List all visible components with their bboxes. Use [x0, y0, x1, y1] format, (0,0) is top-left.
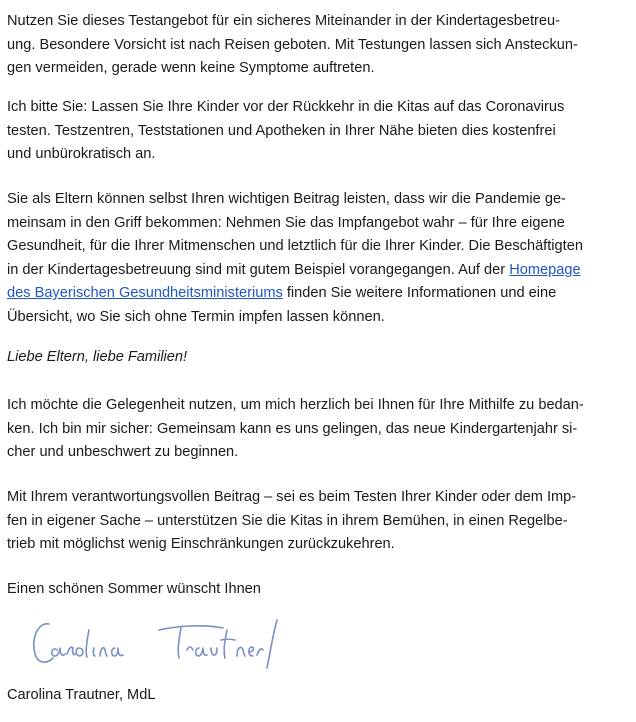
text-line: Übersicht, wo Sie sich ohne Termin impfen lassen können. — [7, 308, 385, 325]
text-line: trieb mit möglichst wenig Einschränkungen zurückzukehren. — [7, 536, 395, 553]
text-line: Ich möchte die Gelegenheit nutzen, um mich herzlich bei Ihnen für Ihre Mithilfe zu bedan- — [7, 397, 584, 413]
ministry-homepage-link-continued[interactable]: des Bayerischen Gesundheitsministeriums — [7, 285, 283, 302]
paragraph-test-request — [7, 96, 564, 167]
text-line: gen vermeiden, gerade wenn keine Symptome auftreten. — [7, 60, 375, 77]
text-segment: in der Kindertagesbetreuung sind mit gutem Beispiel vorangegangen. Auf der — [7, 261, 510, 278]
handwritten-signature — [27, 610, 317, 680]
salutation: Liebe Eltern, liebe Familien! — [7, 349, 188, 365]
text-line — [7, 282, 583, 306]
text-line: fen in eigener Sache – unterstützen Sie die Kitas in ihrem Bemühen, in einen Regelbe- — [7, 512, 568, 529]
text-line: und unbürokratisch an. — [7, 146, 156, 163]
paragraph-contribution — [7, 486, 576, 557]
text-line: Ich bitte Sie: Lassen Sie Ihre Kinder vor der Rückkehr in die Kitas auf das Coronavirus — [7, 99, 565, 115]
closing-line: Einen schönen Sommer wünscht Ihnen — [7, 581, 261, 597]
paragraph-testing-offer — [7, 10, 578, 81]
text-line: Sie als Eltern können selbst Ihren wichtigen Beitrag leisten, dass wir die Pandemie ge- — [7, 191, 566, 207]
text-line: Nutzen Sie dieses Testangebot für ein sicheres Miteinander in der Kindertagesbetreu- — [7, 13, 560, 29]
text-line: cher und unbeschwert zu beginnen. — [7, 444, 239, 461]
text-line: ung. Besondere Vorsicht ist nach Reisen geboten. Mit Testungen lassen sich Ansteckun- — [7, 36, 578, 53]
ministry-homepage-link[interactable]: Homepage — [509, 261, 581, 278]
text-line: testen. Testzentren, Teststationen und Apotheken in Ihrer Nähe bieten dies kostenfrei — [7, 122, 556, 139]
text-segment: finden Sie weitere Informationen und eine — [282, 285, 557, 302]
paragraph-thanks — [7, 394, 584, 465]
paragraph-vaccination — [7, 188, 583, 330]
text-line: Gesundheit, für die Ihrer Mitmenschen und letztlich für die Ihrer Kinder. Die Beschäftigten — [7, 238, 583, 255]
sender-name: Carolina Trautner, MdL — [7, 687, 156, 703]
text-line: meinsam in den Griff bekommen: Nehmen Sie das Impfangebot wahr – für Ihre eigene — [7, 214, 565, 231]
text-line: Mit Ihrem verantwortungsvollen Beitrag – sei es beim Testen Ihrer Kinder oder dem Imp- — [7, 489, 577, 505]
text-line: ken. Ich bin mir sicher: Gemeinsam kann es uns gelingen, das neue Kindergartenjahr si- — [7, 420, 578, 437]
text-line — [7, 259, 583, 283]
